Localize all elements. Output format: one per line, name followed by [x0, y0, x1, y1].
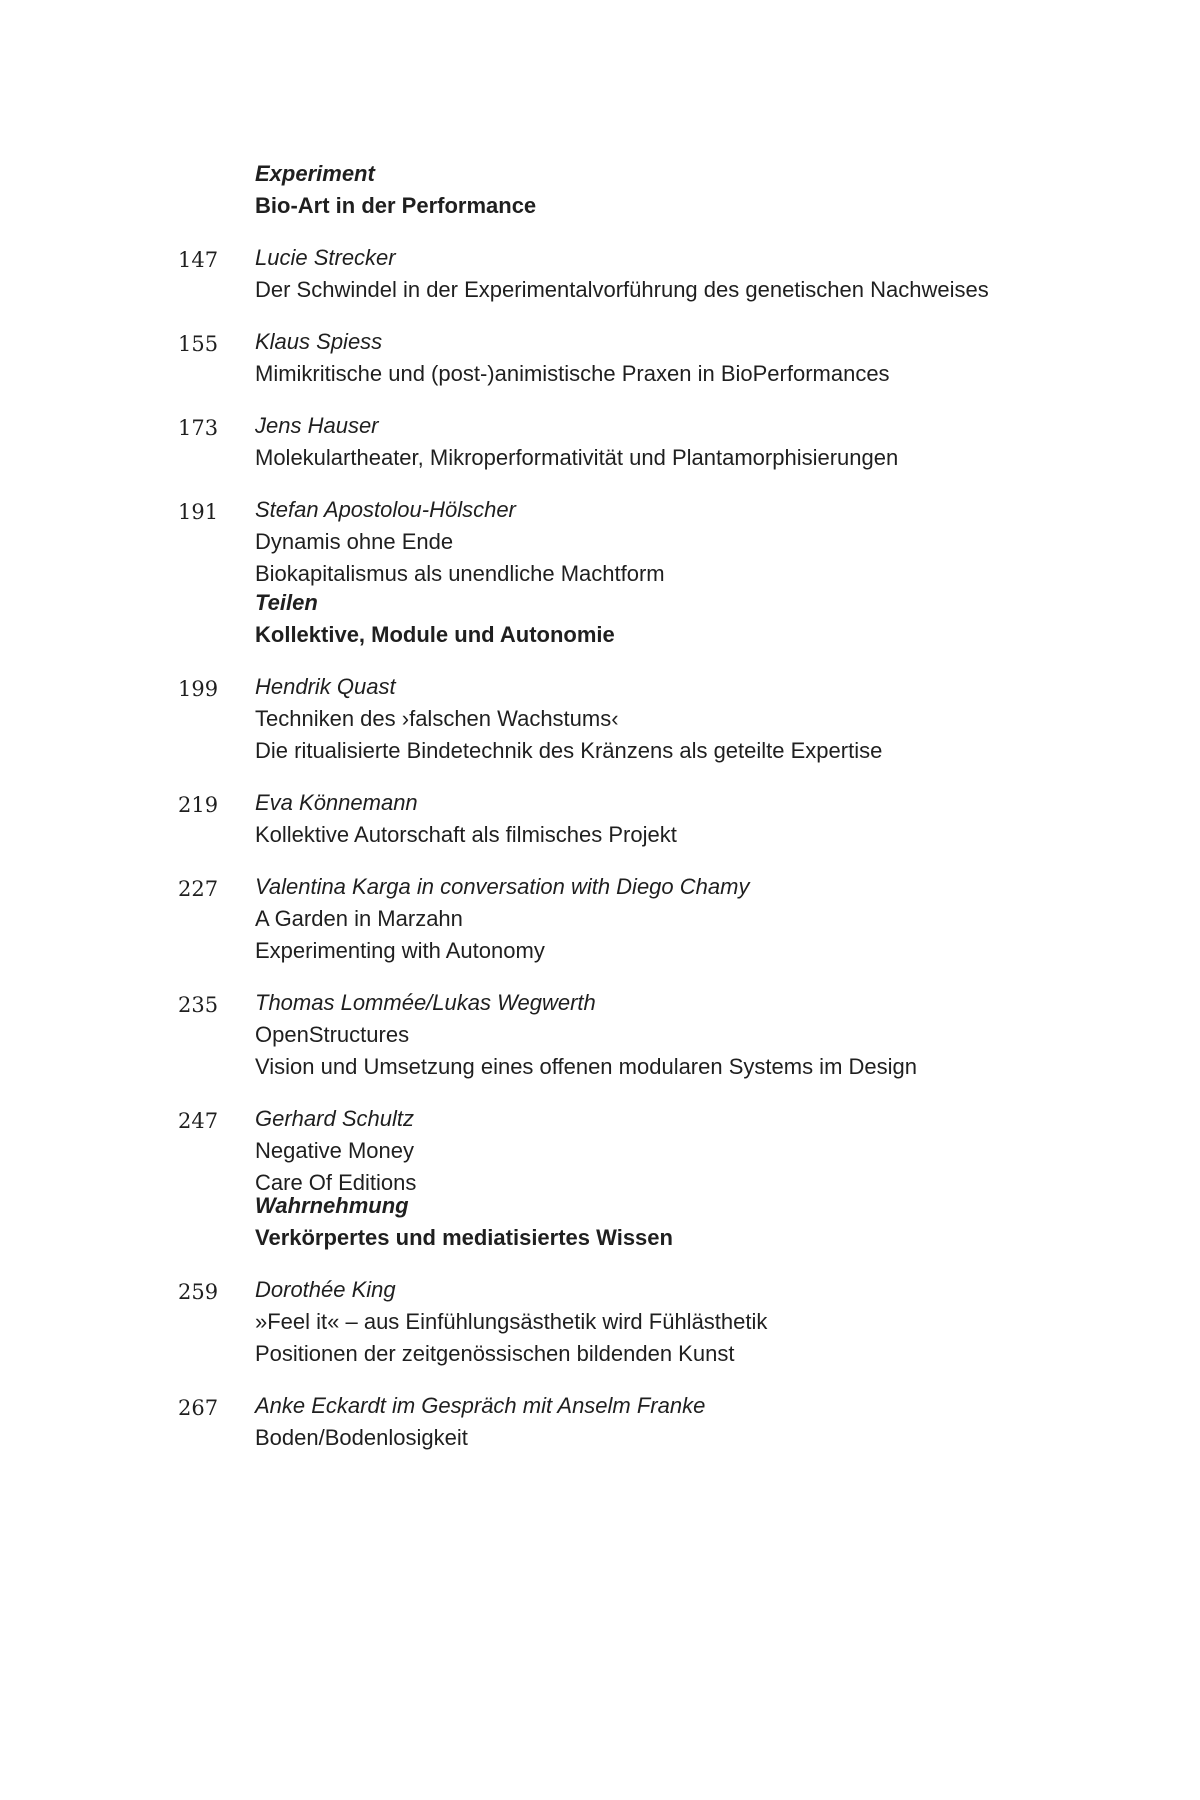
entry-author: Hendrik Quast	[255, 674, 396, 699]
toc-section	[0, 158, 1200, 590]
entry-page-number: 247	[178, 1109, 219, 1133]
section-subtitle: Bio-Art in der Performance	[255, 193, 537, 218]
toc-section	[0, 587, 1200, 1199]
entry-author: Thomas Lommée/Lukas Wegwerth	[255, 990, 596, 1015]
entry-page-number: 219	[178, 793, 219, 817]
section-subtitle: Kollektive, Module und Autonomie	[255, 622, 615, 647]
entry-body	[255, 410, 1200, 474]
entry-title-line: Dynamis ohne Ende	[255, 529, 454, 554]
entry-title-line: Vision und Umsetzung eines offenen modularen Systems im Design	[255, 1054, 917, 1079]
entry-author: Lucie Strecker	[255, 245, 396, 270]
entry-title-line: Positionen der zeitgenössischen bildenden Kunst	[255, 1341, 735, 1366]
entry-author: Anke Eckardt im Gespräch mit Anselm Franke	[255, 1393, 706, 1418]
toc-entry[interactable]	[0, 494, 1200, 590]
entry-title-line: Boden/Bodenlosigkeit	[255, 1425, 468, 1450]
section-header	[255, 587, 1200, 651]
entry-title-line: Negative Money	[255, 1138, 414, 1163]
entry-body	[255, 987, 1200, 1083]
toc-entry[interactable]	[0, 787, 1200, 851]
entry-title-line: Experimenting with Autonomy	[255, 938, 545, 963]
toc-section	[0, 1190, 1200, 1454]
entry-title-line: A Garden in Marzahn	[255, 906, 463, 931]
section-title: Experiment	[255, 161, 375, 186]
entry-body	[255, 787, 1200, 851]
entry-body	[255, 871, 1200, 967]
entry-title-line: Der Schwindel in der Experimentalvorführung des genetischen Nachweises	[255, 277, 989, 302]
entry-page-number: 227	[178, 877, 219, 901]
section-header	[255, 158, 1200, 222]
entry-author: Dorothée King	[255, 1277, 396, 1302]
entry-title-line: OpenStructures	[255, 1022, 410, 1047]
section-title: Teilen	[255, 590, 318, 615]
entry-title-line: Mimikritische und (post-)animistische Praxen in BioPerformances	[255, 361, 890, 386]
toc-entry[interactable]	[0, 242, 1200, 306]
entry-page-number: 191	[178, 500, 219, 524]
entry-author: Eva Könnemann	[255, 790, 418, 815]
entry-body	[255, 1274, 1200, 1370]
entry-title-line: Biokapitalismus als unendliche Machtform	[255, 561, 665, 586]
entry-body	[255, 1103, 1200, 1199]
toc-entry[interactable]	[0, 1390, 1200, 1454]
entry-page-number: 235	[178, 993, 219, 1017]
entry-page-number: 155	[178, 332, 219, 356]
entry-page-number: 259	[178, 1280, 219, 1304]
entry-body	[255, 326, 1200, 390]
entry-page-number: 147	[178, 248, 219, 272]
entry-author: Gerhard Schultz	[255, 1106, 414, 1131]
entry-author: Valentina Karga in conversation with Diego Chamy	[255, 874, 750, 899]
toc-entry[interactable]	[0, 1274, 1200, 1370]
toc-entry[interactable]	[0, 410, 1200, 474]
entry-body	[255, 1390, 1200, 1454]
entry-body	[255, 494, 1200, 590]
entry-body	[255, 671, 1200, 767]
entry-page-number: 267	[178, 1396, 219, 1420]
entry-page-number: 199	[178, 677, 219, 701]
section-subtitle: Verkörpertes und mediatisiertes Wissen	[255, 1225, 673, 1250]
section-header	[255, 1190, 1200, 1254]
toc-entry[interactable]	[0, 871, 1200, 967]
toc-entry[interactable]	[0, 1103, 1200, 1199]
toc-entry[interactable]	[0, 326, 1200, 390]
entry-page-number: 173	[178, 416, 219, 440]
entry-title-line: Care Of Editions	[255, 1170, 417, 1195]
entry-body	[255, 242, 1200, 306]
entry-title-line: Techniken des ›falschen Wachstums‹	[255, 706, 619, 731]
entry-author: Stefan Apostolou-Hölscher	[255, 497, 516, 522]
toc-entry[interactable]	[0, 987, 1200, 1083]
entry-title-line: Kollektive Autorschaft als filmisches Projekt	[255, 822, 677, 847]
entry-title-line: »Feel it« – aus Einfühlungsästhetik wird Fühlästhetik	[255, 1309, 768, 1334]
section-title: Wahrnehmung	[255, 1193, 409, 1218]
entry-author: Klaus Spiess	[255, 329, 383, 354]
entry-title-line: Die ritualisierte Bindetechnik des Kränzens als geteilte Expertise	[255, 738, 883, 763]
toc-entry[interactable]	[0, 671, 1200, 767]
entry-author: Jens Hauser	[255, 413, 379, 438]
entry-title-line: Molekulartheater, Mikroperformativität und Plantamorphisierungen	[255, 445, 899, 470]
